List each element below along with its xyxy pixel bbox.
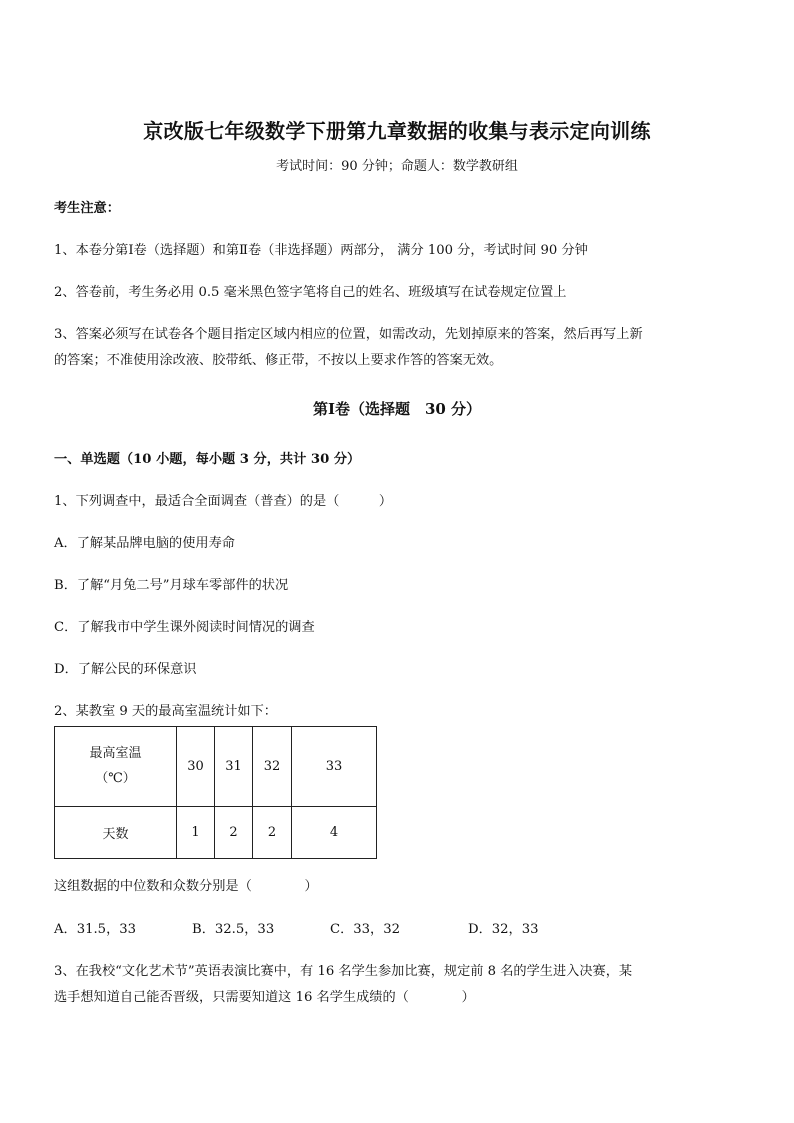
exam-title: 京改版七年级数学下册第九章数据的收集与表示定向训练	[143, 119, 651, 143]
notice-item-3: 3、答案必须写在试卷各个题目指定区域内相应的位置，如需改动，先划掉原来的答案，然后再写上新	[54, 327, 643, 342]
part-heading: 一、单选题（10 小题，每小题 3 分，共计 30 分）	[54, 452, 361, 467]
table-cell: 31	[215, 727, 253, 807]
table-cell: 32	[253, 727, 292, 807]
table-cell: 30	[177, 727, 215, 807]
q3-stem-line-1: 3、在我校“文化艺术节”英语表演比赛中，有 16 名学生参加比赛，规定前 8 名的学生进入决赛，某	[54, 964, 633, 979]
table-cell: 33	[292, 727, 377, 807]
notice-heading: 考生注意：	[54, 201, 120, 216]
exam-subtitle: 考试时间：90 分钟；命题人：数学教研组	[276, 159, 518, 174]
q2-option-d: D．32，33	[468, 922, 539, 937]
table-label-line: 最高室温	[89, 745, 142, 761]
table-row-label-temperature	[55, 727, 177, 807]
q2-option-c: C．33，32	[330, 922, 401, 937]
q1-option-a: A．了解某品牌电脑的使用寿命	[54, 536, 235, 551]
section-title: 第Ⅰ卷（选择题 30 分）	[312, 400, 482, 418]
q2-option-b: B．32.5，33	[192, 922, 275, 937]
q1-option-c: C．了解我市中学生课外阅读时间情况的调查	[54, 620, 315, 635]
table-cell: 4	[292, 807, 377, 859]
table-row	[55, 807, 377, 859]
q2-question: 这组数据的中位数和众数分别是（ ）	[54, 879, 318, 894]
q2-option-a: A．31.5，33	[54, 922, 137, 937]
q1-stem: 1、下列调查中，最适合全面调查（普查）的是（ ）	[54, 494, 393, 509]
q1-option-b: B．了解“月兔二号”月球车零部件的状况	[54, 578, 289, 593]
q3-stem-line-2: 选手想知道自己能否晋级，只需要知道这 16 名学生成绩的（ ）	[54, 990, 475, 1005]
q1-option-d: D．了解公民的环保意识	[54, 662, 197, 677]
table-cell: 1	[177, 807, 215, 859]
temperature-table	[54, 726, 377, 859]
notice-item-1: 1、本卷分第Ⅰ卷（选择题）和第Ⅱ卷（非选择题）两部分， 满分 100 分，考试时间 90 分钟	[54, 243, 588, 258]
table-cell: 2	[253, 807, 292, 859]
table-cell: 2	[215, 807, 253, 859]
notice-item-3-cont: 的答案；不准使用涂改液、胶带纸、修正带，不按以上要求作答的答案无效。	[54, 353, 503, 368]
notice-item-2: 2、答卷前，考生务必用 0.5 毫米黑色签字笔将自己的姓名、班级填写在试卷规定位置上	[54, 285, 567, 300]
q2-stem: 2、某教室 9 天的最高室温统计如下：	[54, 704, 277, 719]
table-row	[55, 727, 377, 807]
table-label-unit: （℃）	[95, 770, 136, 786]
table-row-label-days: 天数	[55, 807, 177, 859]
